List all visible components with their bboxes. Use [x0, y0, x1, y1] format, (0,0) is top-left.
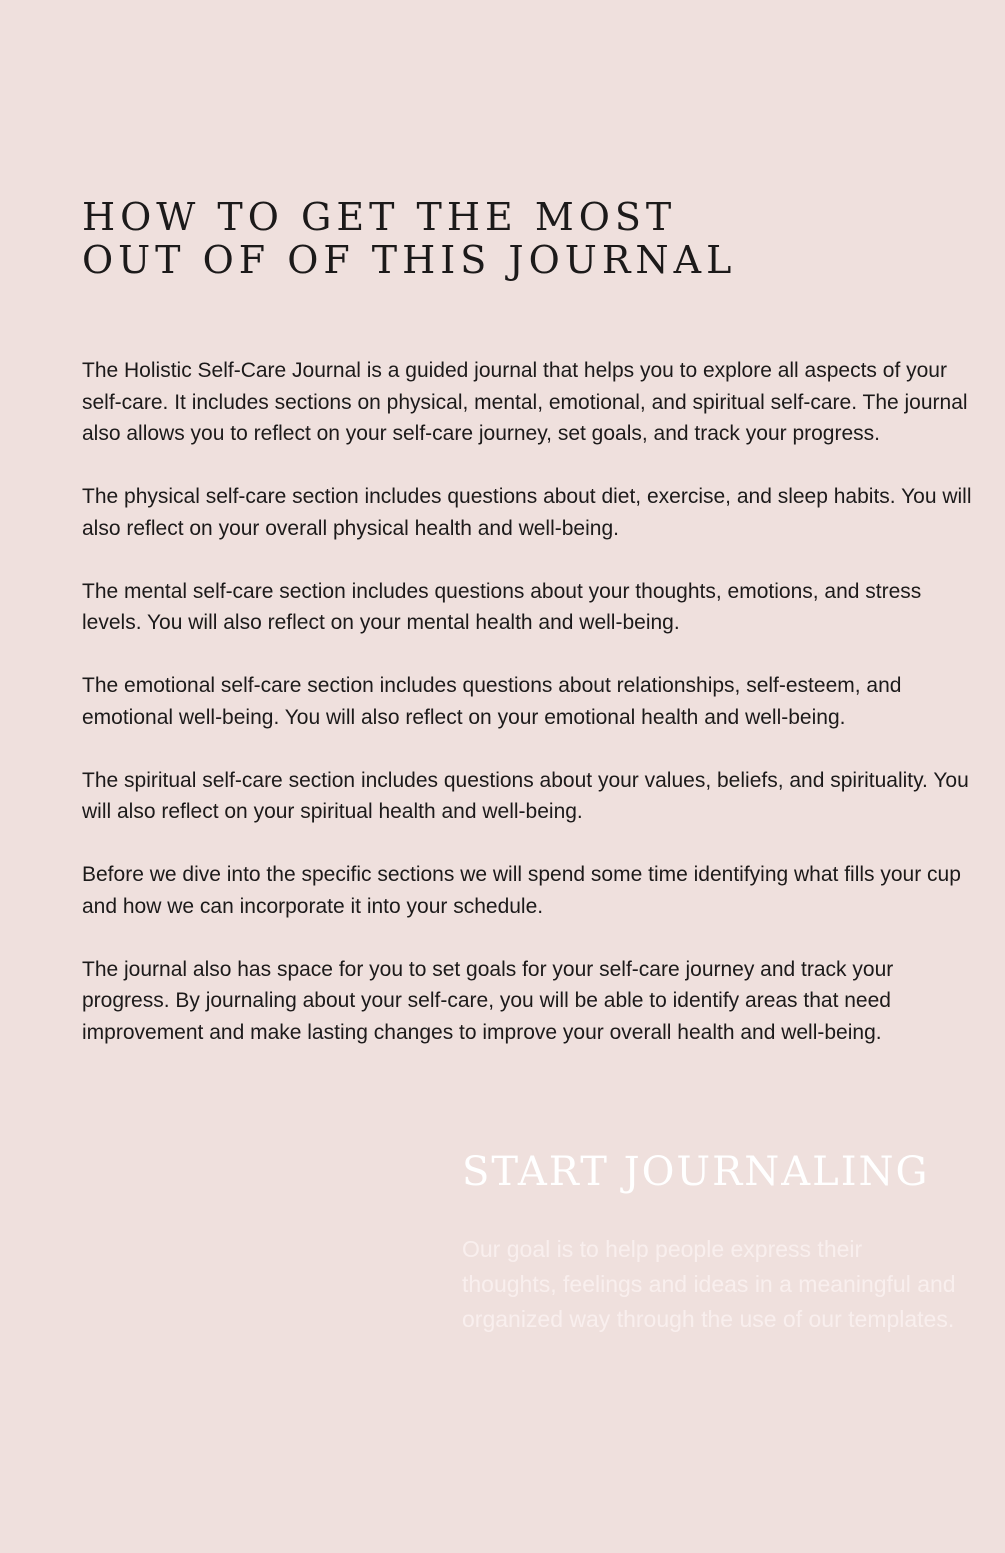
- start-journaling-heading: START JOURNALING: [462, 1149, 930, 1195]
- page-title-line-2: OUT OF OF THIS JOURNAL: [82, 238, 737, 282]
- paragraph-mental: The mental self-care section includes questions about your thoughts, emotions, and stress levels. You will also reflect on your mental health and well-being.: [82, 579, 922, 634]
- paragraph-physical: The physical self-care section includes questions about diet, exercise, and sleep habits. You will also reflect on your overall physical health and well-being.: [82, 485, 972, 540]
- start-journaling-text: Our goal is to help people express their thoughts, feelings and ideas in a meaningful and organized way through the use of our templates.: [462, 1236, 956, 1332]
- page-title-line-1: HOW TO GET THE MOST: [82, 195, 677, 239]
- paragraph-intro: The Holistic Self-Care Journal is a guided journal that helps you to explore all aspects of your self-care. It includes sections on physical, mental, emotional, and spiritual self-care. The journal also allows you to reflect on your self-care journey, set goals, and track your progress.: [82, 359, 968, 445]
- paragraph-emotional: The emotional self-care section includes questions about relationships, self-esteem, and emotional well-being. You will also reflect on your emotional health and well-being.: [82, 674, 902, 729]
- paragraph-goals: The journal also has space for you to set goals for your self-care journey and track your progress. By journaling about your self-care, you will be able to identify areas that need improvement and make lasting changes to improve your overall health and well-being.: [82, 957, 894, 1044]
- page-title: [82, 196, 736, 282]
- paragraph-spiritual: The spiritual self-care section includes questions about your values, beliefs, and spirituality. You will also reflect on your spiritual health and well-being.: [82, 768, 969, 823]
- paragraph-fills-your-cup: Before we dive into the specific sections we will spend some time identifying what fills your cup and how we can incorporate it into your schedule.: [82, 863, 961, 918]
- body-text: [82, 355, 982, 1048]
